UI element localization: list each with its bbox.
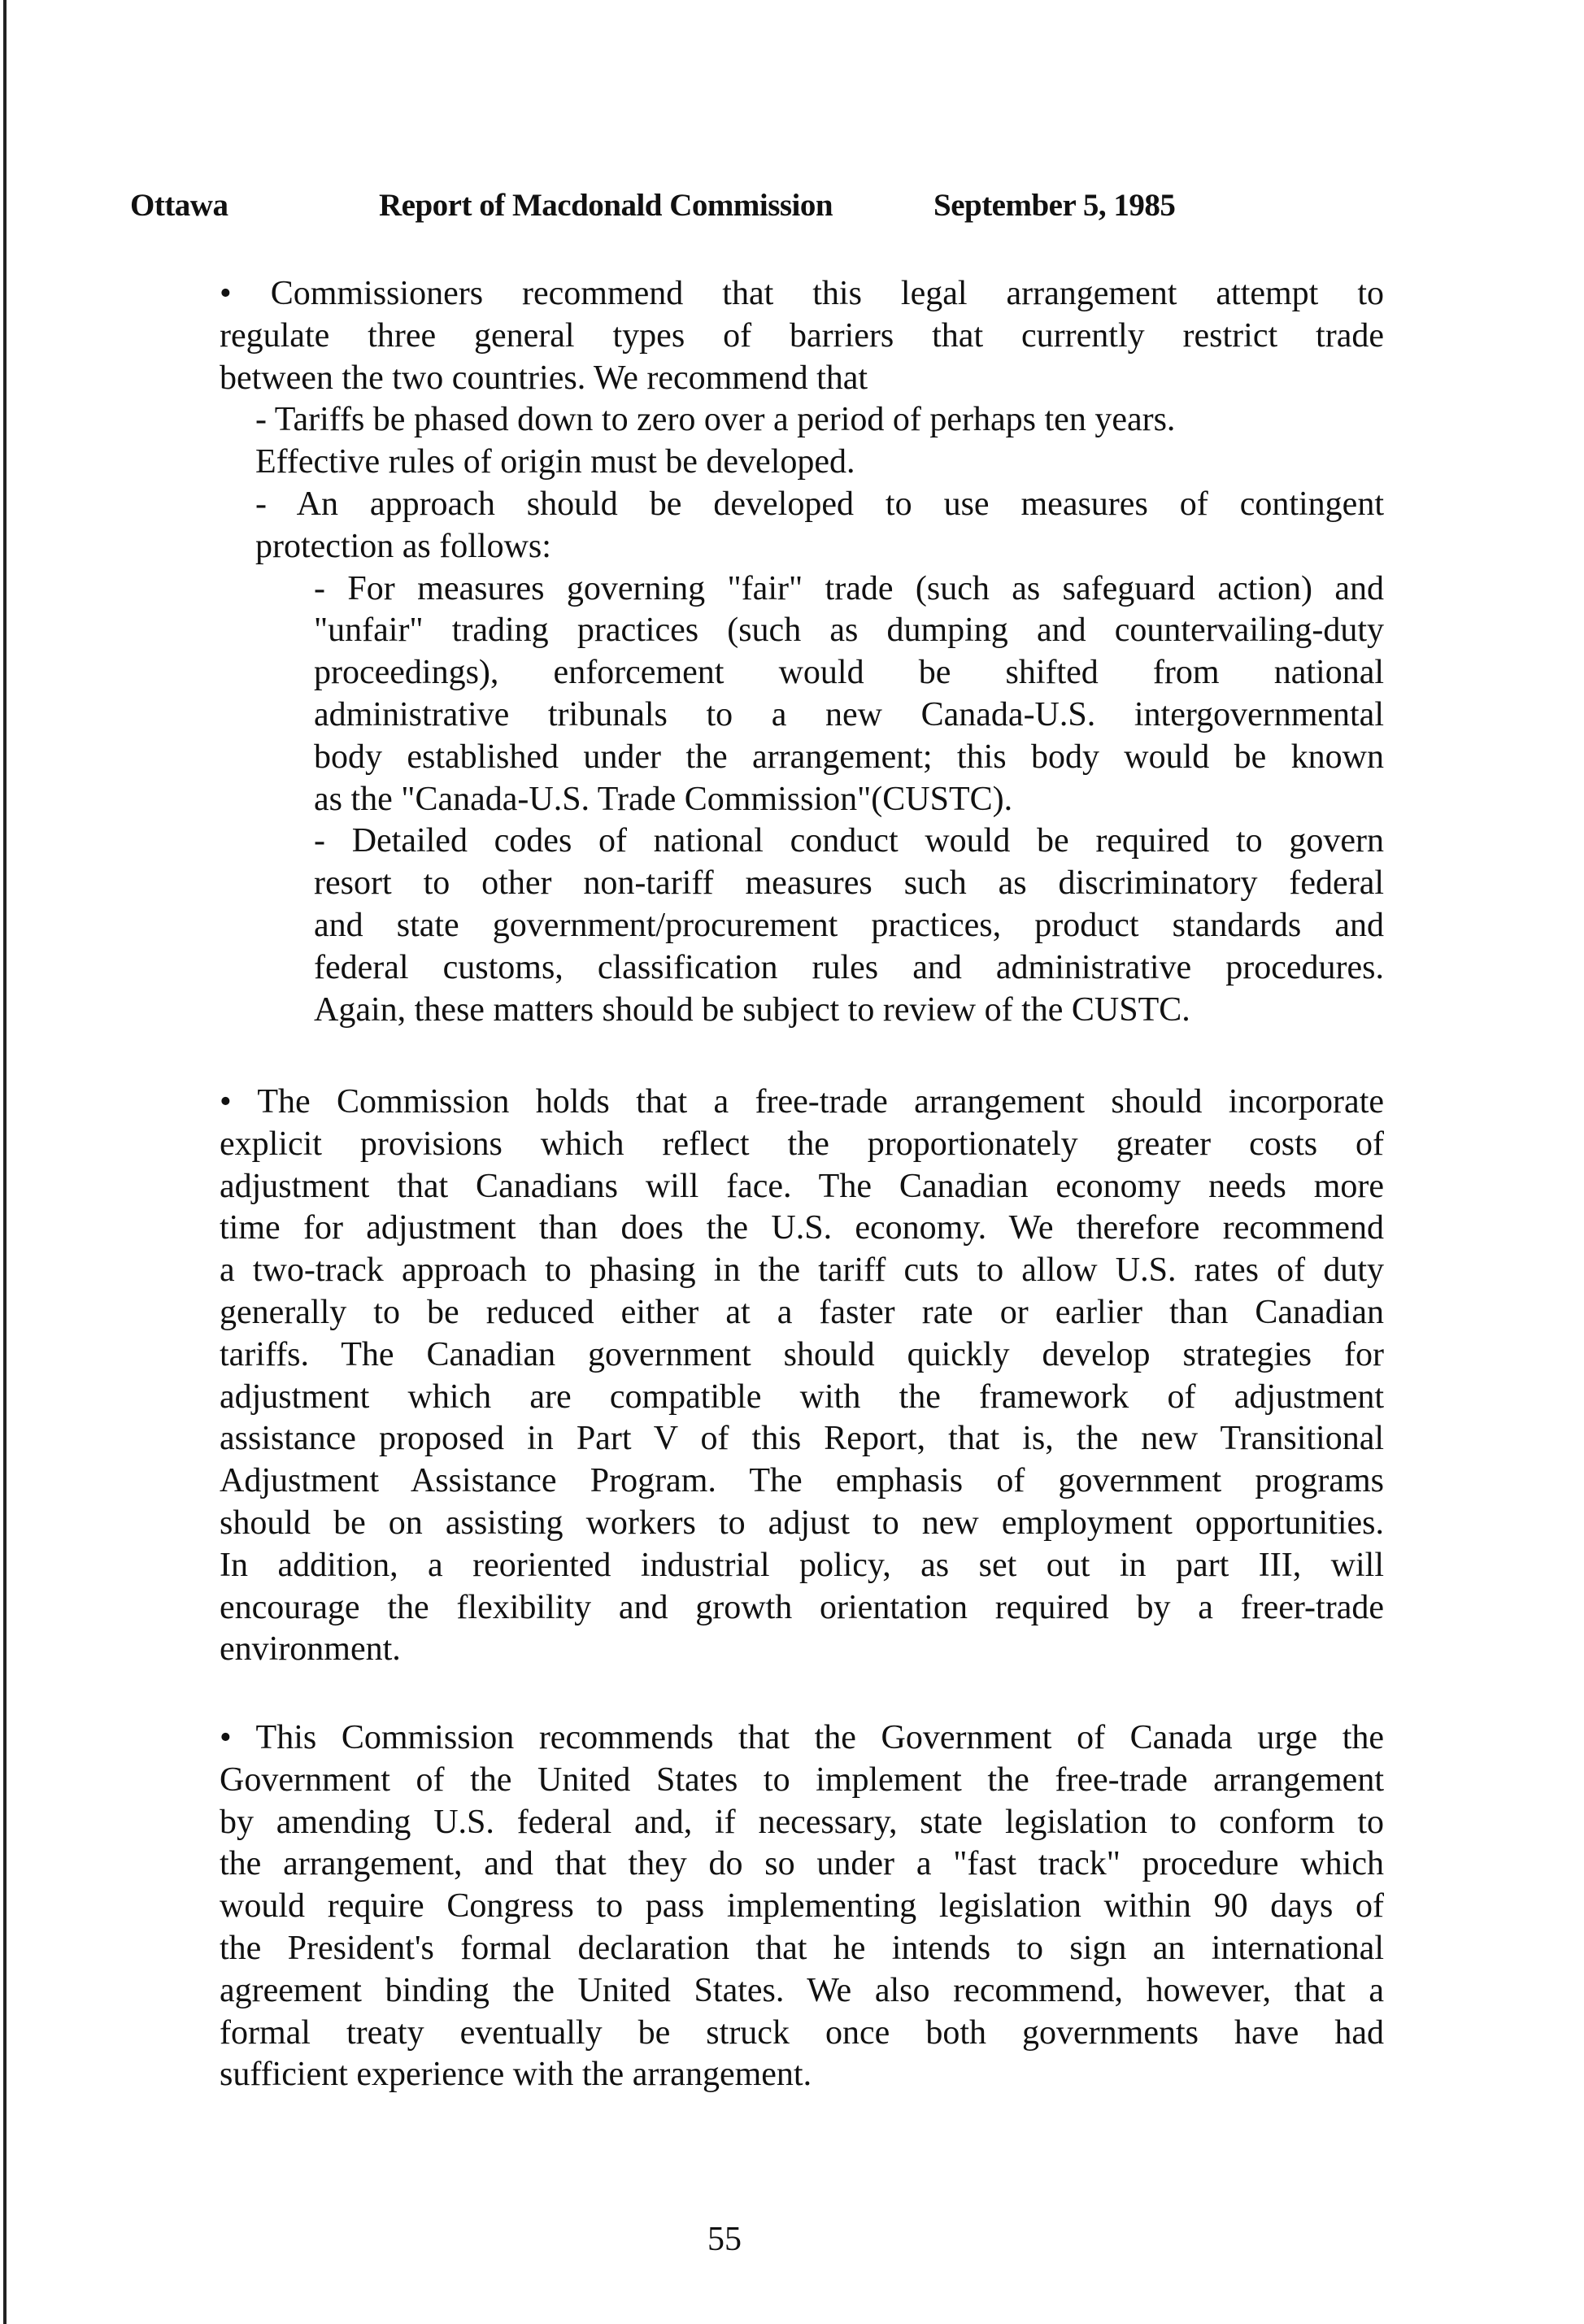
text-line: would require Congress to pass implementing legislation within 90 days of	[220, 1887, 1384, 1926]
text-line: - Detailed codes of national conduct would be required to govern	[314, 822, 1384, 860]
text-line: "unfair" trading practices (such as dumping and countervailing-duty	[314, 611, 1384, 650]
text-line: the President's formal declaration that he intends to sign an international	[220, 1929, 1384, 1967]
text-line: the arrangement, and that they do so under a "fast track" procedure which	[220, 1845, 1384, 1883]
text-line: protection as follows:	[255, 527, 551, 565]
text-line: proceedings), enforcement would be shifted from national	[314, 654, 1384, 692]
text-line: Again, these matters should be subject to review of the CUSTC.	[314, 990, 1190, 1029]
header-date: September 5, 1985	[933, 188, 1176, 223]
text-line: Effective rules of origin must be developed.	[255, 443, 855, 481]
header-title: Report of Macdonald Commission	[379, 188, 833, 223]
text-line: and state government/procurement practices, product standards and	[314, 906, 1384, 944]
text-line: generally to be reduced either at a faster rate or earlier than Canadian	[220, 1293, 1384, 1331]
text-line: resort to other non-tariff measures such as discriminatory federal	[314, 864, 1384, 903]
text-line: Government of the United States to implement the free-trade arrangement	[220, 1760, 1384, 1799]
page-edge-line	[3, 0, 7, 2324]
text-line: a two-track approach to phasing in the tariff cuts to allow U.S. rates of duty	[220, 1251, 1384, 1290]
text-line: time for adjustment than does the U.S. economy. We therefore recommend	[220, 1209, 1384, 1247]
text-line: body established under the arrangement; this body would be known	[314, 738, 1384, 776]
text-line: regulate three general types of barriers that currently restrict trade	[220, 316, 1384, 355]
text-line: between the two countries. We recommend that	[220, 359, 868, 397]
text-line: should be on assisting workers to adjust to new employment opportunities.	[220, 1504, 1384, 1542]
text-line: Adjustment Assistance Program. The emphasis of government programs	[220, 1462, 1384, 1500]
text-line: - An approach should be developed to use measures of contingent	[255, 485, 1384, 523]
header-location: Ottawa	[130, 188, 228, 223]
text-line: sufficient experience with the arrangement.	[220, 2056, 812, 2094]
text-line: - Tariffs be phased down to zero over a period of perhaps ten years.	[255, 401, 1176, 439]
text-line: as the "Canada-U.S. Trade Commission"(CUSTC).	[314, 780, 1013, 818]
paragraph-fast-track	[220, 1717, 1384, 2096]
text-line: federal customs, classification rules and administrative procedures.	[314, 948, 1384, 986]
text-line: encourage the flexibility and growth orientation required by a freer-trade	[220, 1588, 1384, 1626]
text-line: - For measures governing "fair" trade (such as safeguard action) and	[314, 569, 1384, 607]
text-line: • The Commission holds that a free-trade arrangement should incorporate	[220, 1083, 1384, 1121]
paragraph-adjustment-costs	[220, 1081, 1384, 1671]
text-line: • This Commission recommends that the Government of Canada urge the	[220, 1719, 1384, 1756]
text-line: adjustment that Canadians will face. The Canadian economy needs more	[220, 1167, 1384, 1205]
text-line: explicit provisions which reflect the proportionately greater costs of	[220, 1125, 1384, 1163]
text-line: • Commissioners recommend that this legal arrangement attempt to	[220, 275, 1384, 312]
text-line: environment.	[220, 1630, 401, 1669]
paragraph-trade-barriers	[220, 273, 1384, 1031]
page-number: 55	[707, 2221, 742, 2258]
text-line: tariffs. The Canadian government should quickly develop strategies for	[220, 1335, 1384, 1373]
text-line: agreement binding the United States. We also recommend, however, that a	[220, 1971, 1384, 2009]
text-line: formal treaty eventually be struck once both governments have had	[220, 2013, 1384, 2052]
text-line: administrative tribunals to a new Canada-U.S. intergovernmental	[314, 695, 1384, 733]
text-line: by amending U.S. federal and, if necessary, state legislation to conform to	[220, 1803, 1384, 1841]
text-line: adjustment which are compatible with the framework of adjustment	[220, 1377, 1384, 1416]
text-line: In addition, a reoriented industrial policy, as set out in part III, will	[220, 1546, 1384, 1584]
text-line: assistance proposed in Part V of this Report, that is, the new Transitional	[220, 1420, 1384, 1458]
